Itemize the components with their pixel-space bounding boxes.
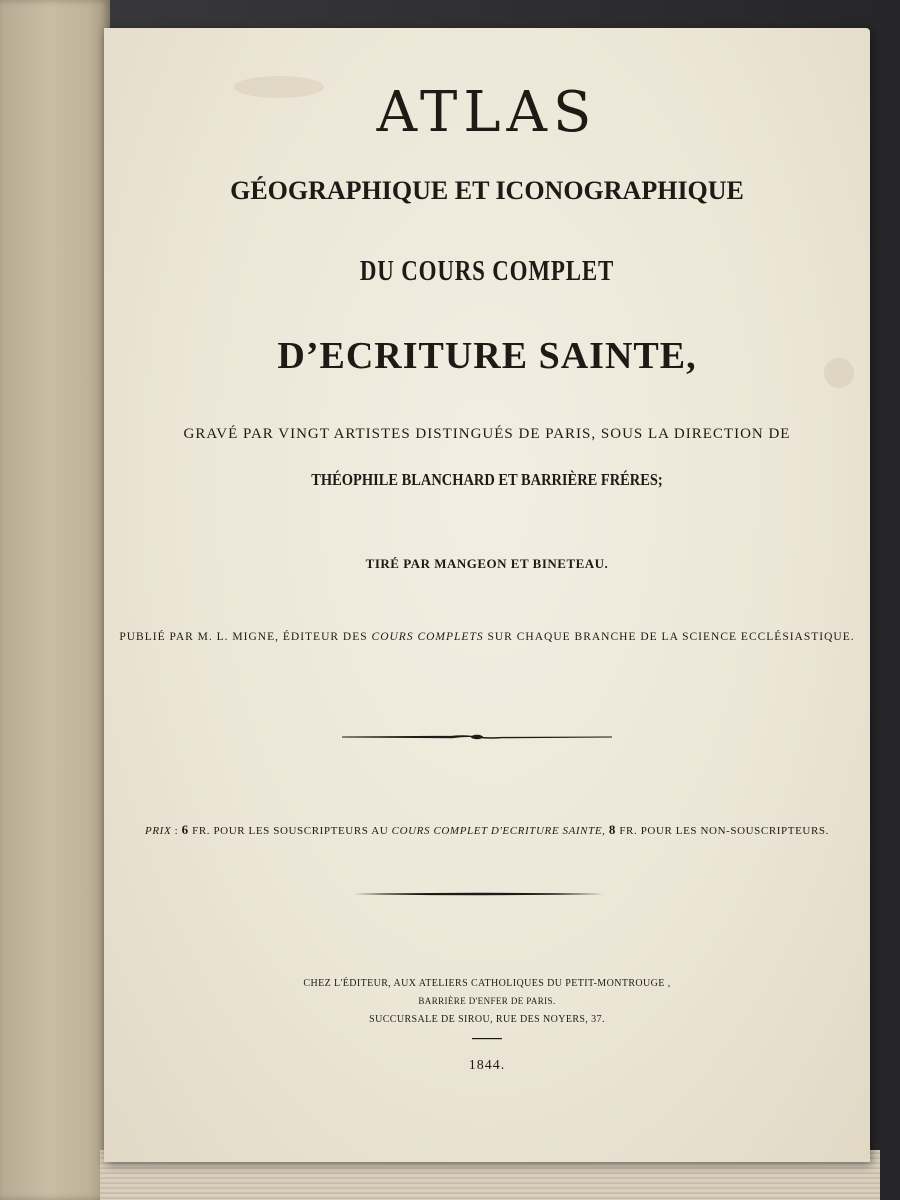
- subtitle-cours-complet: DU COURS COMPLET: [359, 256, 615, 287]
- short-rule: [472, 1037, 502, 1041]
- directors-line: THÉOPHILE BLANCHARD ET BARRIÈRE FRÉRES;: [311, 470, 663, 489]
- book-cover-board: [0, 0, 110, 1200]
- price-text-subscribers: FR. POUR LES SOUSCRIPTEURS AU: [188, 825, 392, 837]
- published-by-line: [104, 631, 870, 643]
- title-atlas: ATLAS: [376, 80, 598, 145]
- subtitle-geographique: GÉOGRAPHIQUE ET ICONOGRAPHIQUE: [230, 176, 744, 205]
- published-prefix: PUBLIÉ PAR M. L. MIGNE, ÉDITEUR DES: [119, 631, 372, 643]
- subtitle-ecriture-sainte: D’ECRITURE SAINTE,: [277, 335, 697, 377]
- engraved-by-line: GRAVÉ PAR VINGT ARTISTES DISTINGUÉS DE PARIS, SOUS LA DIRECTION DE: [183, 426, 791, 442]
- imprint-publisher: CHEZ L'ÉDITEUR, AUX ATELIERS CATHOLIQUES DU PETIT-MONTROUGE ,: [303, 978, 671, 989]
- price-italic-title: COURS COMPLET D'ECRITURE SAINTE: [391, 825, 603, 837]
- publication-year: 1844.: [468, 1058, 506, 1073]
- price-text-non-subscribers: FR. POUR LES NON-SOUSCRIPTEURS.: [615, 825, 829, 837]
- title-page: [104, 28, 870, 1162]
- price-comma: ,: [602, 825, 609, 837]
- price-amount-non-subscribers: 8: [608, 822, 616, 837]
- ornamental-rule-top: [342, 732, 612, 742]
- price-amount-subscribers: 6: [181, 822, 189, 837]
- price-line: [104, 822, 870, 838]
- imprint-barriere: BARRIÈRE D'ENFER DE PARIS.: [418, 996, 556, 1006]
- printed-by-line: TIRÉ PAR MANGEON ET BINETEAU.: [365, 556, 609, 571]
- published-italic: COURS COMPLETS: [371, 631, 484, 643]
- price-label: PRIX: [145, 825, 172, 837]
- ornamental-rule-bottom: [354, 890, 604, 898]
- imprint-succursale: SUCCURSALE DE SIROU, RUE DES NOYERS, 37.: [369, 1014, 605, 1025]
- published-suffix: SUR CHAQUE BRANCHE DE LA SCIENCE ECCLÉSIASTIQUE.: [483, 631, 855, 643]
- price-separator: :: [171, 825, 182, 837]
